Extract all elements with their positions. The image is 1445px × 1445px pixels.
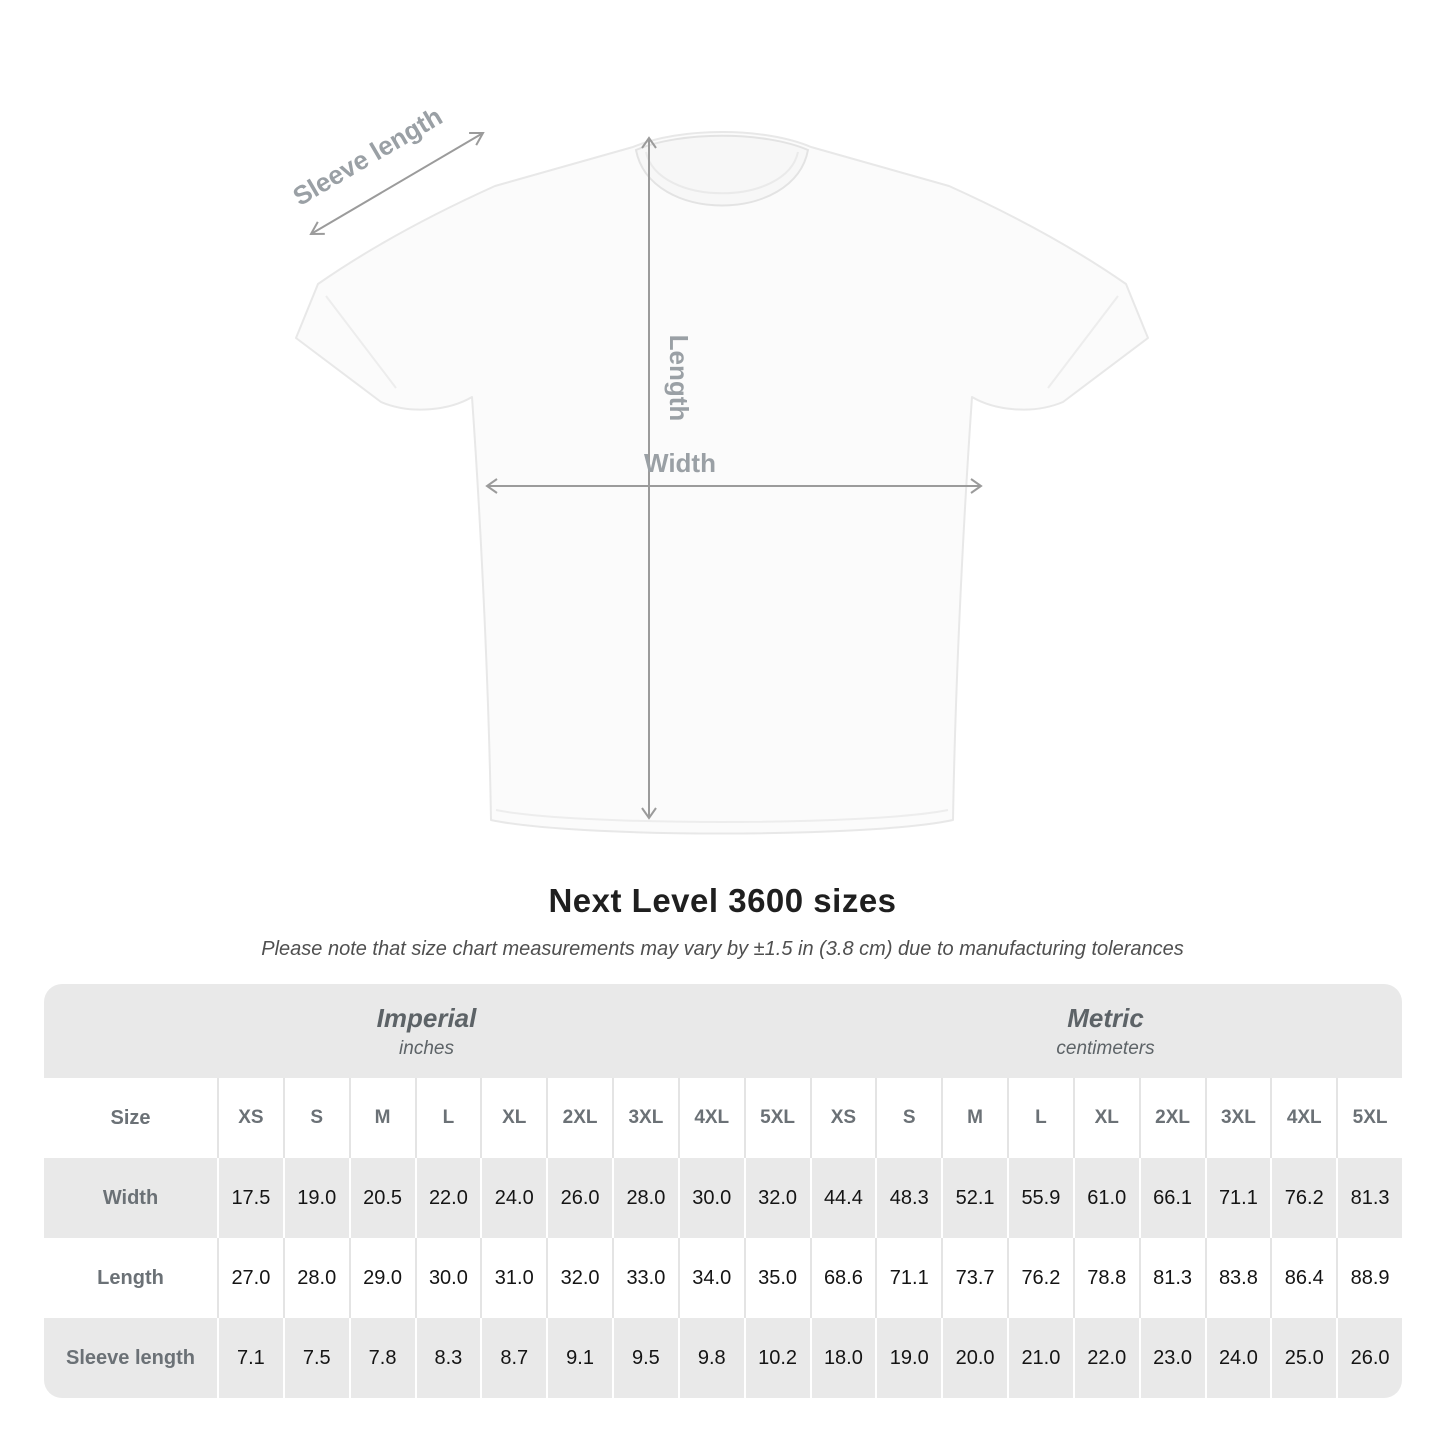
value-cell: 71.1	[1205, 1158, 1271, 1238]
value-cell: 44.4	[810, 1158, 876, 1238]
value-cell: 73.7	[941, 1238, 1007, 1318]
value-cell: 26.0	[1336, 1318, 1402, 1398]
value-cell: 86.4	[1270, 1238, 1336, 1318]
value-cell: 48.3	[875, 1158, 941, 1238]
size-column-header: XL	[1073, 1078, 1139, 1158]
imperial-header	[44, 984, 809, 1078]
value-cell: 9.5	[612, 1318, 678, 1398]
size-column-header: XS	[810, 1078, 876, 1158]
value-cell: 8.3	[415, 1318, 481, 1398]
value-cell: 28.0	[283, 1238, 349, 1318]
value-cell: 76.2	[1270, 1158, 1336, 1238]
value-cell: 23.0	[1139, 1318, 1205, 1398]
size-column-header: 4XL	[1270, 1078, 1336, 1158]
imperial-unit-label: inches	[399, 1037, 454, 1059]
value-cell: 27.0	[217, 1238, 283, 1318]
value-cell: 19.0	[283, 1158, 349, 1238]
size-column-header: 5XL	[1336, 1078, 1402, 1158]
size-column-header: L	[415, 1078, 481, 1158]
size-header: Size	[110, 1106, 151, 1129]
value-cell: 32.0	[546, 1238, 612, 1318]
value-cell: 78.8	[1073, 1238, 1139, 1318]
value-cell: 8.7	[480, 1318, 546, 1398]
value-cell: 20.0	[941, 1318, 1007, 1398]
length-row	[44, 1238, 1402, 1318]
value-cell: 24.0	[1205, 1318, 1271, 1398]
width-label: Width	[644, 448, 716, 478]
value-cell: 32.0	[744, 1158, 810, 1238]
tshirt-silhouette	[296, 132, 1148, 834]
value-cell: 24.0	[480, 1158, 546, 1238]
size-column-header: XL	[480, 1078, 546, 1158]
width-row	[44, 1158, 1402, 1238]
value-cell: 61.0	[1073, 1158, 1139, 1238]
value-cell: 66.1	[1139, 1158, 1205, 1238]
row-label: Width	[102, 1186, 159, 1209]
value-cell: 68.6	[810, 1238, 876, 1318]
size-column-header: 3XL	[1205, 1078, 1271, 1158]
value-cell: 21.0	[1007, 1318, 1073, 1398]
value-cell: 9.1	[546, 1318, 612, 1398]
value-cell: 81.3	[1336, 1158, 1402, 1238]
row-label: Length	[97, 1266, 164, 1289]
length-label: Length	[664, 334, 694, 422]
value-cell: 25.0	[1270, 1318, 1336, 1398]
value-cell: 22.0	[415, 1158, 481, 1238]
value-cell: 18.0	[810, 1318, 876, 1398]
size-column-header: M	[349, 1078, 415, 1158]
value-cell: 7.1	[217, 1318, 283, 1398]
header-row	[44, 1078, 1402, 1158]
value-cell: 22.0	[1073, 1318, 1139, 1398]
value-cell: 7.5	[283, 1318, 349, 1398]
imperial-label: Imperial	[376, 1002, 477, 1033]
size-column-header: 2XL	[1139, 1078, 1205, 1158]
value-cell: 7.8	[349, 1318, 415, 1398]
value-cell: 76.2	[1007, 1238, 1073, 1318]
value-cell: 34.0	[678, 1238, 744, 1318]
metric-label: Metric	[1067, 1002, 1144, 1033]
size-column-header: S	[875, 1078, 941, 1158]
size-column-header: XS	[217, 1078, 283, 1158]
value-cell: 83.8	[1205, 1238, 1271, 1318]
value-cell: 55.9	[1007, 1158, 1073, 1238]
size-column-header: 5XL	[744, 1078, 810, 1158]
value-cell: 31.0	[480, 1238, 546, 1318]
value-cell: 10.2	[744, 1318, 810, 1398]
value-cell: 19.0	[875, 1318, 941, 1398]
value-cell: 29.0	[349, 1238, 415, 1318]
size-column-header: 3XL	[612, 1078, 678, 1158]
metric-header	[809, 984, 1402, 1078]
chart-title: Next Level 3600 sizes	[548, 882, 897, 919]
metric-unit-label: centimeters	[1056, 1037, 1155, 1059]
value-cell: 20.5	[349, 1158, 415, 1238]
size-table	[44, 984, 1402, 1398]
value-cell: 30.0	[678, 1158, 744, 1238]
value-cell: 71.1	[875, 1238, 941, 1318]
value-cell: 17.5	[217, 1158, 283, 1238]
value-cell: 81.3	[1139, 1238, 1205, 1318]
sleeve-length-row	[44, 1318, 1402, 1398]
size-column-header: 4XL	[678, 1078, 744, 1158]
value-cell: 52.1	[941, 1158, 1007, 1238]
value-cell: 33.0	[612, 1238, 678, 1318]
tolerance-note: Please note that size chart measurements may vary by ±1.5 in (3.8 cm) due to manufacturing tolerances	[261, 938, 1184, 960]
value-cell: 9.8	[678, 1318, 744, 1398]
value-cell: 88.9	[1336, 1238, 1402, 1318]
row-label: Sleeve length	[66, 1346, 195, 1369]
sleeve-length-label: Sleeve length	[287, 100, 448, 212]
size-column-header: L	[1007, 1078, 1073, 1158]
value-cell: 35.0	[744, 1238, 810, 1318]
value-cell: 30.0	[415, 1238, 481, 1318]
size-column-header: S	[283, 1078, 349, 1158]
value-cell: 28.0	[612, 1158, 678, 1238]
value-cell: 26.0	[546, 1158, 612, 1238]
size-column-header: M	[941, 1078, 1007, 1158]
units-header	[44, 984, 1402, 1078]
size-column-header: 2XL	[546, 1078, 612, 1158]
